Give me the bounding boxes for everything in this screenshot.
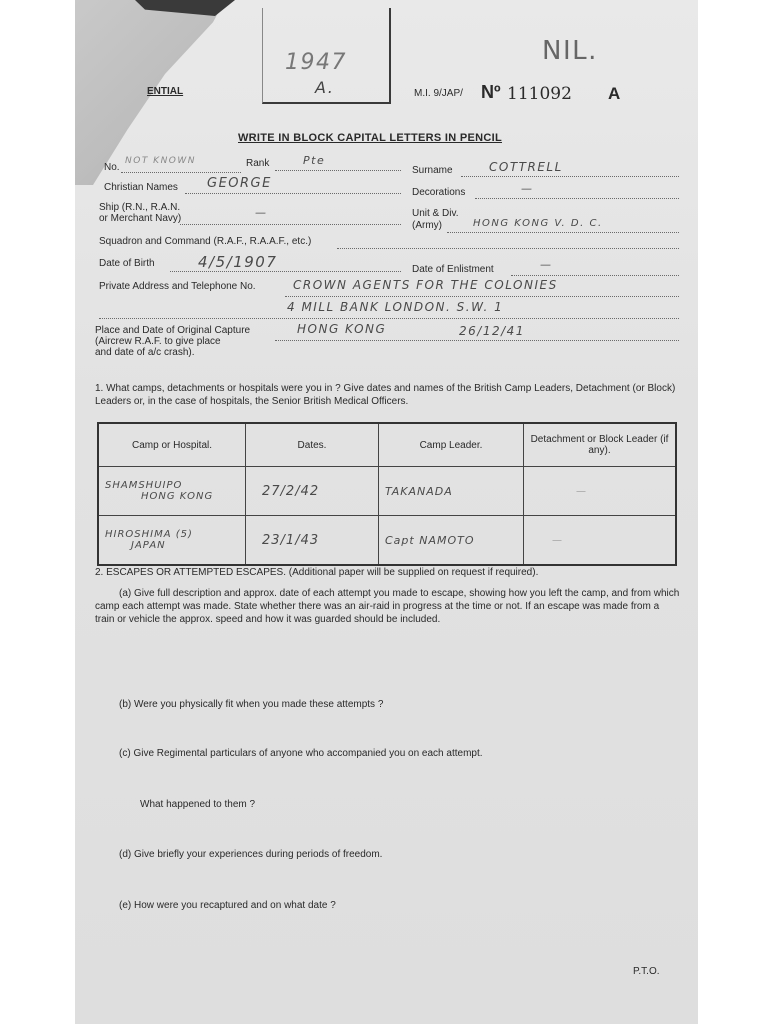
camp-location: JAPAN [131,540,166,551]
date-of-birth-value: 4/5/1907 [198,253,278,271]
question-2c-text: (c) Give Regimental particulars of anyone who accompanied you on each attempt. [119,748,483,759]
ship-label-line2: or Merchant Navy) [99,213,182,224]
decorations-value: — [521,182,534,195]
office-stamp-box [262,8,391,104]
detachment-cell [524,516,677,566]
form-number: 111092 [507,84,572,104]
ship-value: — [255,206,268,219]
date-of-enlistment-label: Date of Enlistment [412,264,494,275]
question-2c-followup: What happened to them ? [140,799,256,810]
question-2e-text: (e) How were you recaptured and on what date ? [119,900,336,911]
instruction-heading: WRITE IN BLOCK CAPITAL LETTERS IN PENCIL [238,132,502,144]
capture-label-line1: Place and Date of Original Capture [95,325,251,336]
table-row [98,516,676,566]
right-margin-background [698,0,772,1024]
unit-label-line2: (Army) [412,220,442,231]
header-detachment-leader: Detachment or Block Leader (if any). [524,423,677,467]
capture-line [275,340,679,341]
private-address-line1 [285,296,679,297]
detachment-leader: — [576,485,587,497]
rank-line [275,170,401,171]
capture-label-line2: (Aircrew R.A.F. to give place [95,336,221,347]
christian-names-label: Christian Names [104,182,178,193]
date-of-enlistment-line [511,275,679,276]
unit-label-line1: Unit & Div. [412,208,459,219]
date-cell [246,467,379,516]
form-reference: M.I. 9/JAP/ [414,88,463,99]
unit-value: HONG KONG V. D. C. [473,218,603,229]
capture-label-line3: and date of a/c crash). [95,347,195,358]
detachment-cell [524,467,677,516]
ship-label-line1: Ship (R.N., R.A.N. [99,202,181,213]
header-camp-or-hospital: Camp or Hospital. [98,423,246,467]
camp-cell [98,516,246,566]
rank-label: Rank [246,158,270,169]
camp-name: SHAMSHUIPO [105,480,183,491]
leader-cell [379,516,524,566]
left-margin-background [0,0,75,1024]
private-address-value-line1: CROWN AGENTS FOR THE COLONIES [293,278,558,292]
squadron-label: Squadron and Command (R.A.F., R.A.A.F., etc.) [99,236,312,247]
camp-name: HIROSHIMA (5) [105,529,193,540]
christian-names-line [185,193,401,194]
camp-date: 23/1/43 [262,532,320,548]
number-symbol: Nº [481,82,501,102]
table-row [98,467,676,516]
stamp-year: 1947 [285,50,347,75]
header-camp-leader: Camp Leader. [379,423,524,467]
no-line [121,172,241,173]
camp-location: HONG KONG [141,491,214,502]
christian-names-value: GEORGE [207,176,272,191]
leader-cell [379,467,524,516]
surname-label: Surname [412,165,453,176]
capture-place-value: HONG KONG [297,322,387,336]
stamp-letter: A. [315,78,335,97]
form-suffix: A [608,84,621,103]
surname-line [461,176,679,177]
squadron-line [337,248,679,249]
camps-table [97,422,677,566]
private-address-value-line2: 4 MILL BANK LONDON. S.W. 1 [287,300,504,314]
decorations-label: Decorations [412,187,466,198]
rank-value: Pte [303,154,326,167]
no-value: NOT KNOWN [125,156,197,166]
please-turn-over: P.T.O. [633,966,660,977]
date-cell [246,516,379,566]
private-address-label: Private Address and Telephone No. [99,281,256,292]
camps-table-header [98,423,676,467]
question-2a-text: (a) Give full description and approx. date of each attempt you made to escape, showing how you left the camp, and from which camp each attempt was made. State whether there was an air-raid in progress at the time or not. If an escape was made from a train or vehicle the approx. speed and how it was guarded should be included. [95,588,680,625]
camp-leader: Capt NAMOTO [385,533,475,547]
capture-date-value: 26/12/41 [459,324,525,338]
question-2-title: 2. ESCAPES OR ATTEMPTED ESCAPES. (Additional paper will be supplied on request if required). [95,567,539,578]
camp-cell [98,467,246,516]
date-of-birth-line [170,271,401,272]
no-label: No. [104,162,120,173]
unit-line [447,232,679,233]
camp-date: 27/2/42 [262,483,320,499]
classification-label: ENTIAL [147,86,184,97]
date-of-enlistment-value: — [540,258,553,271]
date-of-birth-label: Date of Birth [99,258,155,269]
decorations-line [475,198,679,199]
header-dates: Dates. [246,423,379,467]
detachment-leader: — [552,534,563,546]
nil-annotation: NIL. [542,36,598,66]
camp-leader: TAKANADA [385,484,453,498]
question-1-text: 1. What camps, detachments or hospitals were you in ? Give dates and names of the British Camp Leaders, Detachment (or Block) Leaders or, in the case of hospitals, the Senior British Medical Officers. [95,383,676,407]
question-2d-text: (d) Give briefly your experiences during periods of freedom. [119,849,383,860]
private-address-line2 [99,318,679,319]
surname-value: COTTRELL [489,160,563,174]
ship-line [180,224,401,225]
document-page [75,0,698,1024]
question-2b-text: (b) Were you physically fit when you made these attempts ? [119,699,384,710]
